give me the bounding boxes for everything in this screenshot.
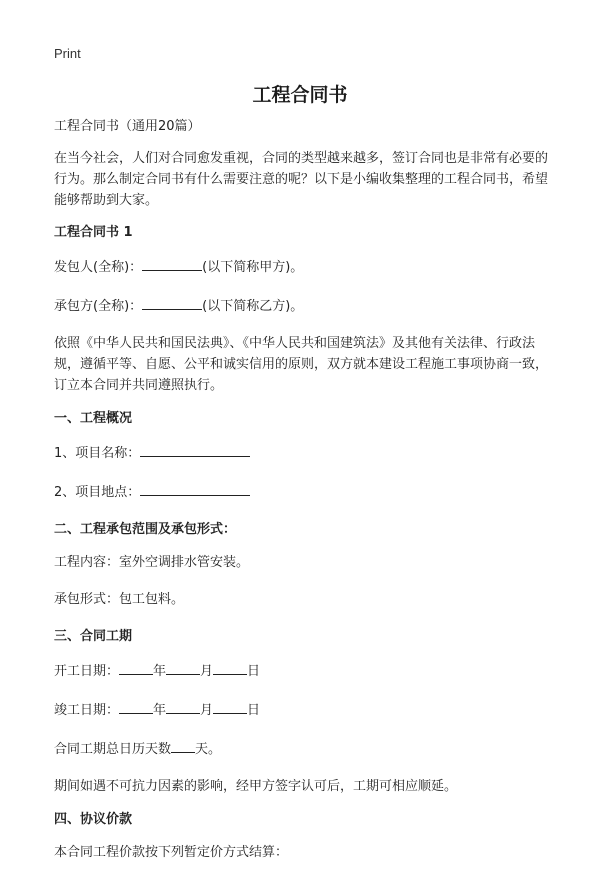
project-location-label: 2、项目地点：	[54, 485, 141, 500]
party-a-label: 发包人(全称)：	[54, 260, 143, 275]
force-majeure-paragraph: 期间如遇不可抗力因素的影响，经甲方签字认可后，工期可相应顺延。	[54, 779, 458, 794]
total-days-blank	[171, 737, 195, 753]
party-b-line	[54, 294, 548, 317]
end-month-blank	[166, 698, 200, 714]
end-date-label: 竣工日期：	[54, 703, 120, 718]
heading-scope: 二、工程承包范围及承包形式：	[54, 522, 237, 537]
section-heading-1: 工程合同书 1	[54, 225, 133, 240]
party-b-blank	[142, 294, 202, 310]
total-days-label: 合同工期总日历天数	[54, 742, 172, 757]
work-content: 工程内容：室外空调排水管安装。	[54, 555, 250, 570]
party-b-label: 承包方(全称)：	[54, 299, 143, 314]
intro-paragraph: 在当今社会，人们对合同愈发重视，合同的类型越来越多，签订合同也是非常有必要的行为。那么制定合同书有什么需要注意的呢？以下是小编收集整理的工程合同书，希望能够帮助到大家。	[54, 151, 549, 208]
heading-duration: 三、合同工期	[54, 629, 133, 644]
end-day-unit: 日	[247, 703, 261, 718]
party-a-blank	[142, 255, 202, 271]
project-name-blank	[140, 441, 250, 457]
start-date-label: 开工日期：	[54, 664, 120, 679]
party-b-suffix: (以下简称乙方)。	[202, 299, 304, 314]
total-days-line	[54, 737, 548, 760]
party-a-suffix: (以下简称甲方)。	[202, 260, 304, 275]
end-month-unit: 月	[200, 703, 214, 718]
end-date-line	[54, 698, 548, 721]
party-a-line	[54, 255, 548, 278]
document-subtitle: 工程合同书（通用20篇）	[54, 119, 201, 134]
print-link[interactable]: Print	[54, 46, 81, 61]
end-year-blank	[119, 698, 153, 714]
project-location-line	[54, 480, 548, 503]
heading-project-overview: 一、工程概况	[54, 411, 133, 426]
basis-paragraph: 依照《中华人民共和国民法典》、《中华人民共和国建筑法》及其他有关法律、行政法规，遵循平等、自愿、公平和诚实信用的原则，双方就本建设工程施工事项协商一致，订立本合同并共同遵照执行。	[54, 336, 549, 393]
project-name-line	[54, 441, 548, 464]
start-day-unit: 日	[247, 664, 261, 679]
total-days-suffix: 天。	[195, 742, 222, 757]
document-body	[54, 116, 548, 875]
document-title: 工程合同书	[252, 84, 348, 106]
start-date-line	[54, 659, 548, 682]
contract-form: 承包形式：包工包料。	[54, 592, 185, 607]
start-month-blank	[166, 659, 200, 675]
heading-price: 四、协议价款	[54, 812, 133, 827]
start-year-blank	[119, 659, 153, 675]
price-paragraph: 本合同工程价款按下列暂定价方式结算：	[54, 845, 289, 860]
project-location-blank	[140, 480, 250, 496]
project-name-label: 1、项目名称：	[54, 446, 141, 461]
start-month-unit: 月	[200, 664, 214, 679]
start-day-blank	[213, 659, 247, 675]
start-year-unit: 年	[153, 664, 167, 679]
end-day-blank	[213, 698, 247, 714]
end-year-unit: 年	[153, 703, 167, 718]
